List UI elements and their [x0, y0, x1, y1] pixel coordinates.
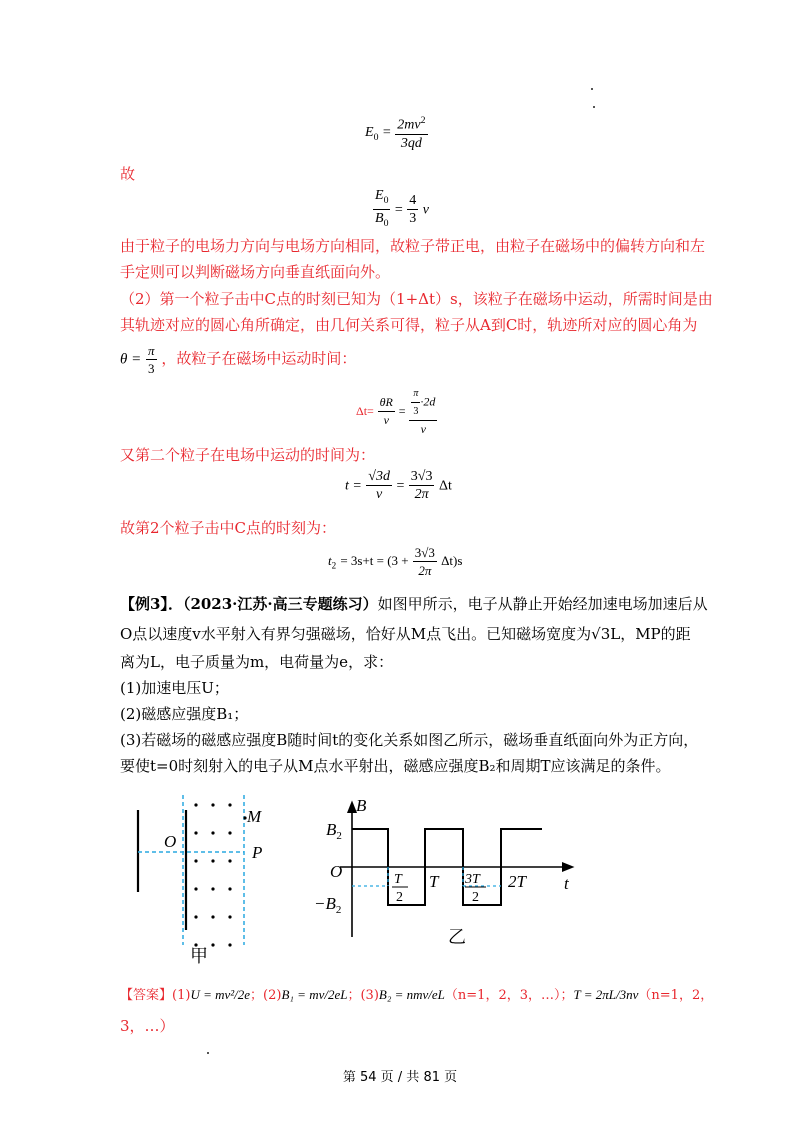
example-tag: 【例3】 — [120, 595, 168, 613]
question-1: (1)加速电压U； — [120, 679, 229, 697]
para1-line2: 手定则可以判断磁场方向垂直纸面向外。 — [120, 263, 391, 281]
tick-3half-t-den: 2 — [472, 890, 479, 905]
corner-dot — [591, 88, 593, 90]
answer-tag: 【答案】 — [120, 988, 173, 1003]
para2-line1: （2）第一个粒子击中C点的时刻已知为（1+Δt）s，该粒子在磁场中运动，所需时间是由 — [120, 290, 713, 308]
label-origin: O — [330, 862, 343, 881]
question-3-line2: 要使t=0时刻射入的电子从M点水平射出，磁感应强度B₂和周期T应该满足的条件。 — [120, 757, 671, 775]
equation-t: t = $\frac{√3d}{v}$ = $\frac{3√3}{2\pi}$ Δt — [345, 469, 452, 502]
example-line3: 离为L，电子质量为m，电荷量为e，求： — [120, 653, 394, 671]
label-b: B — [356, 796, 367, 815]
example-line1: 【例3】．（2023·江苏·高三专题练习）如图甲所示，电子从静止开始经加速电场加速后从 — [120, 595, 708, 613]
label-b2: $B_2$ — [326, 820, 342, 842]
para1-line1: 由于粒子的电场力方向与电场方向相同，故粒子带正电，由粒子在磁场中的偏转方向和左 — [120, 237, 706, 255]
label-o: O — [164, 832, 177, 851]
question-3-line1: (3)若磁场的磁感应强度B随时间t的变化关系如图乙所示，磁场垂直纸面向外为正方向， — [120, 731, 699, 749]
example-source: ．（2023·江苏·高三专题练习） — [167, 595, 378, 613]
gu-text: 故 — [120, 165, 136, 183]
stray-dot — [207, 1052, 209, 1054]
field-dots — [194, 803, 246, 946]
tick-3half-t-num: 3T — [465, 872, 480, 887]
label-m: M — [247, 807, 262, 826]
caption-jia: 甲 — [190, 946, 208, 966]
tick-t: T — [429, 872, 439, 891]
question-2: (2)磁感应强度B₁； — [120, 705, 249, 723]
para4: 故第2个粒子击中C点的时刻为： — [120, 519, 337, 537]
equation-ratio: $\frac{E_0}{B_0}$ = $\frac{4}{3}$ v — [375, 188, 429, 229]
tick-half-t-num: T — [394, 872, 402, 887]
tick-2t: 2T — [508, 872, 526, 891]
figure-jia — [120, 795, 280, 970]
corner-dot — [593, 106, 595, 108]
equation-t2: $t_2 = 3s+t = (3$ + $\frac{3√3}{2\pi}$ Δt)s — [328, 545, 463, 578]
theta-line: θ = $\frac{\pi}{3}$ ，故粒子在磁场中运动时间： — [120, 343, 357, 376]
label-t-axis: t — [564, 874, 569, 893]
figure-yi — [310, 795, 580, 955]
label-neg-b2: $-B_2$ — [314, 894, 342, 916]
para2-line2: 其轨迹对应的圆心角所确定，由几何关系可得，粒子从A到C时，轨迹所对应的圆心角为 — [120, 316, 698, 334]
answer-line1: 【答案】(1)U = mv²/2e；(2)B₁ = mv/2eL；(3)B₂ = nmv/eL（n=1，2，3，…）；T = 2πL/3nv（n=1，2， — [120, 987, 714, 1003]
answer-line2: 3，…） — [120, 1017, 175, 1035]
tick-half-t-den: 2 — [396, 890, 403, 905]
page-footer: 第 54 页 / 共 81 页 — [342, 1070, 458, 1085]
example-line2: O点以速度v水平射入有界匀强磁场，恰好从M点飞出。已知磁场宽度为√3L，MP的距 — [120, 625, 691, 643]
para3: 又第二个粒子在电场中运动的时间为： — [120, 446, 376, 464]
equation-e0: $E_0$ = $\frac{2mv^2}{3qd}$ — [365, 112, 428, 152]
label-p: P — [252, 843, 263, 862]
caption-yi: 乙 — [448, 927, 466, 947]
equation-dt: Δt= $\frac{\theta R}{v}$ = $\frac{\pi}{3}$ ·2d v — [356, 385, 437, 438]
